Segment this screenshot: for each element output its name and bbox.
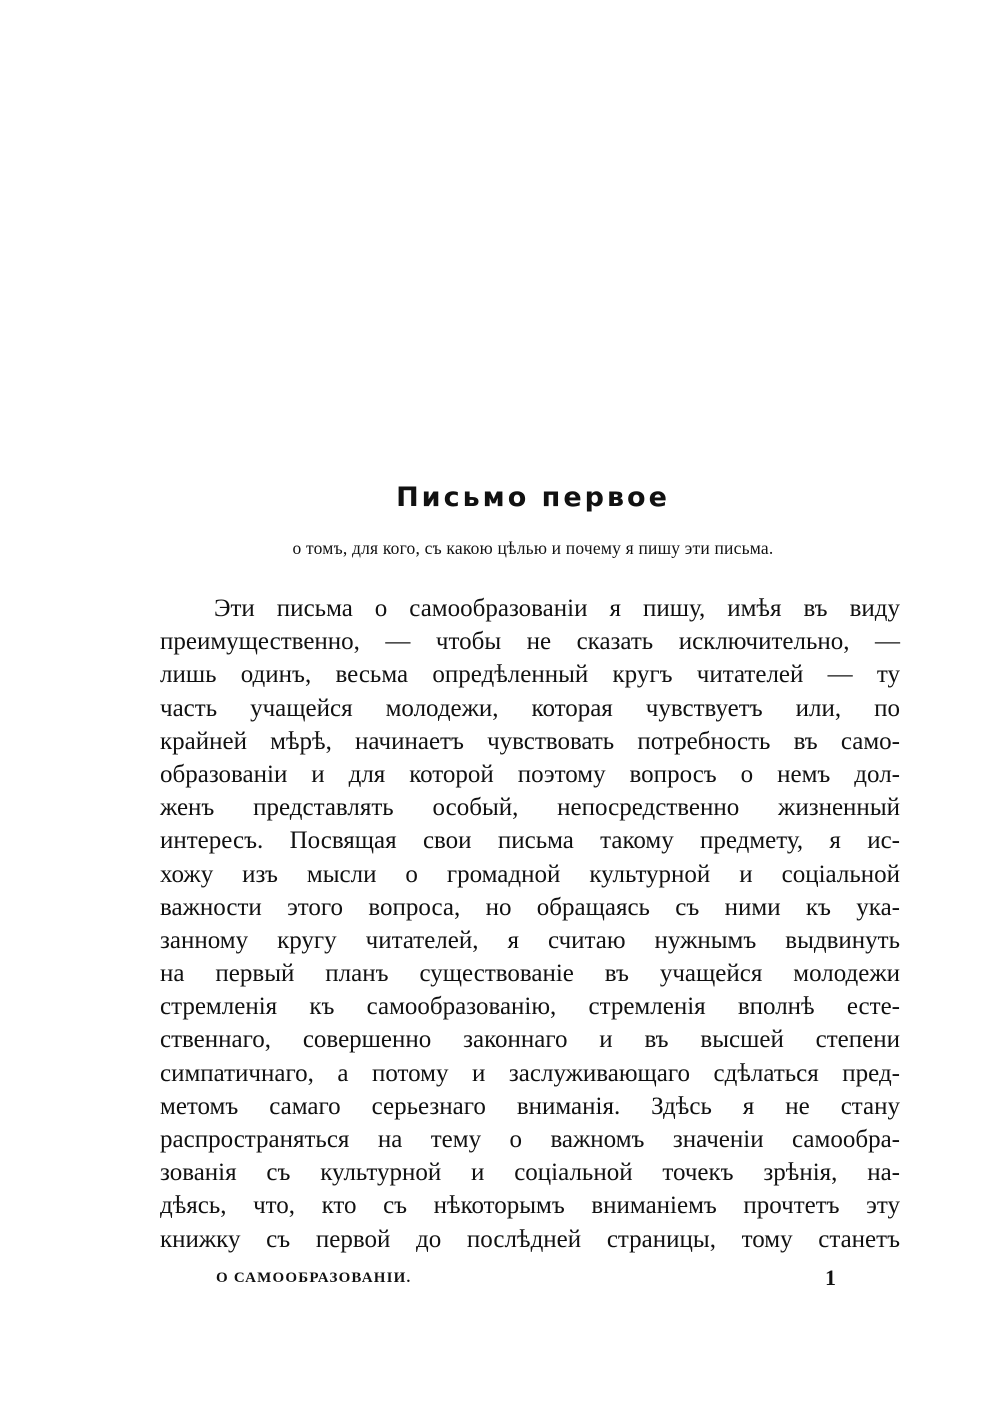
text-line: занному кругу читателей, я считаю нужнымъ выдвинуть xyxy=(160,926,900,954)
text-line: распространяться на тему о важномъ значеніи самообра- xyxy=(160,1126,900,1153)
text-line: зованія съ культурной и соціальной точекъ зрѣнія, на- xyxy=(160,1159,900,1187)
chapter-subheading: о томъ, для кого, съ какою цѣлью и почему я пишу эти письма. xyxy=(292,538,774,558)
text-line: важности этого вопроса, но обращаясь съ ними къ ука- xyxy=(160,893,900,921)
text-line: лишь одинъ, весьма опредѣленный кругъ читателей — ту xyxy=(160,661,900,689)
text-line: крайней мѣрѣ, начинаетъ чувствовать потребность въ само- xyxy=(160,727,900,755)
text-line: женъ представлять особый, непосредственно жизненный xyxy=(160,794,900,822)
page-number: 1 xyxy=(825,1265,836,1290)
text-line: метомъ самаго серьезнаго вниманія. Здѣсь я не стану xyxy=(160,1092,900,1120)
text-line: ственнаго, совершенно законнаго и въ высшей степени xyxy=(160,1026,900,1054)
chapter-heading: Письмо первое xyxy=(396,482,670,513)
text-line: стремленія къ самообразованію, стремленія вполнѣ есте- xyxy=(160,993,900,1021)
text-line: Эти письма о самообразованіи я пишу, имѣя въ виду xyxy=(214,595,900,622)
text-line: хожу изъ мысли о громадной культурной и соціальной xyxy=(160,860,900,888)
running-title: О САМООБРАЗОВАНІИ. xyxy=(216,1270,412,1286)
text-line: преимущественно, — чтобы не сказать исключительно, — xyxy=(160,628,900,656)
text-line: дѣясь, что, кто съ нѣкоторымъ вниманіемъ прочтетъ эту xyxy=(160,1192,900,1220)
text-line: на первый планъ существованіе въ учащейся молодежи xyxy=(160,960,900,988)
text-line: образованіи и для которой поэтому вопросъ о немъ дол- xyxy=(160,760,900,788)
body-paragraph xyxy=(160,592,900,1256)
text-line: книжку съ первой до послѣдней страницы, тому станетъ xyxy=(160,1225,900,1253)
text-line: симпатичнаго, а потому и заслуживающаго сдѣлаться пред- xyxy=(160,1059,900,1087)
text-line: часть учащейся молодежи, которая чувствуетъ или, по xyxy=(160,694,900,722)
page-footer xyxy=(216,1264,836,1292)
text-line: интересъ. Посвящая свои письма такому предмету, я ис- xyxy=(160,827,900,855)
